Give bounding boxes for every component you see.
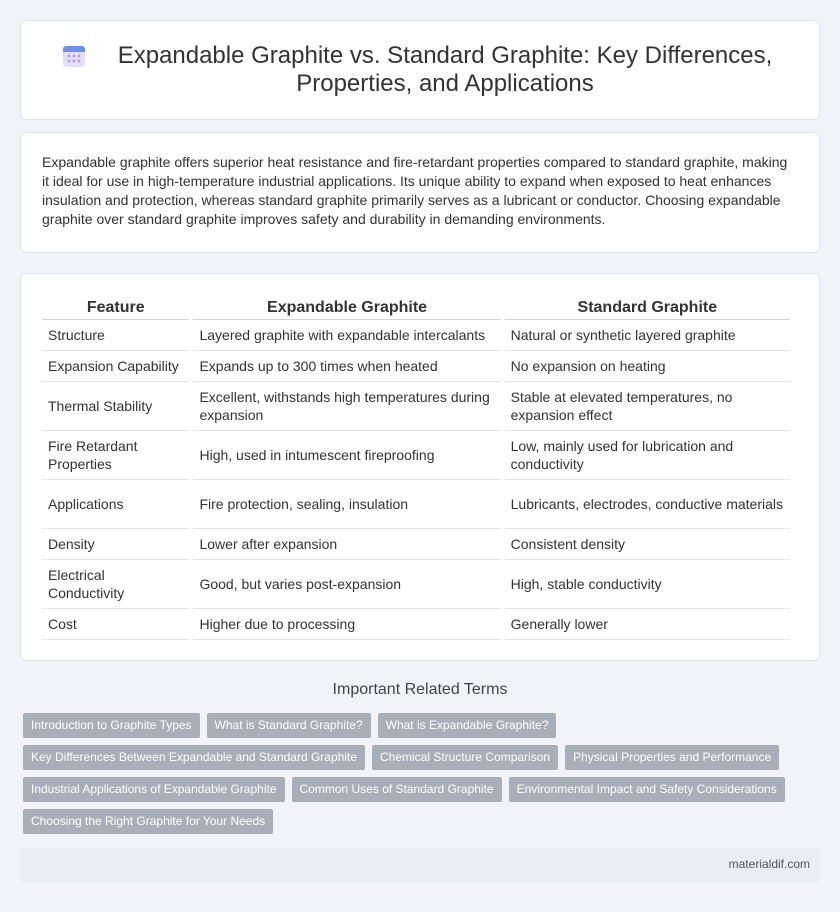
related-term-tag[interactable]: Introduction to Graphite Types (23, 713, 200, 738)
cell-feature: Electrical Conductivity (42, 560, 189, 609)
table-row (42, 431, 790, 480)
related-term-tag[interactable]: Industrial Applications of Expandable Graphite (23, 777, 285, 802)
cell-feature: Structure (42, 320, 189, 351)
related-term-tag[interactable]: Common Uses of Standard Graphite (292, 777, 502, 802)
related-term-tag[interactable]: Chemical Structure Comparison (372, 745, 558, 770)
related-term-tag[interactable]: Environmental Impact and Safety Considerations (509, 777, 785, 802)
cell-standard: High, stable conductivity (505, 560, 790, 609)
cell-feature: Cost (42, 609, 189, 640)
cell-expandable: Lower after expansion (193, 529, 500, 560)
intro-paragraph: Expandable graphite offers superior heat resistance and fire-retardant properties compared to standard graphite, making it ideal for use in high-temperature industrial applications. Its unique ability to expand when exposed to heat enhances insulation and protection, whereas standard graphite primarily serves as a lubricant or conductor. Choosing expandable graphite over standard graphite improves safety and durability in demanding environments. (42, 154, 788, 227)
calendar-icon (61, 43, 87, 69)
table-row (42, 351, 790, 382)
table-row (42, 320, 790, 351)
footer (20, 848, 820, 882)
cell-standard: Natural or synthetic layered graphite (505, 320, 790, 351)
related-term-tag[interactable]: What is Expandable Graphite? (378, 713, 557, 738)
cell-standard: Generally lower (505, 609, 790, 640)
comparison-table-card (20, 273, 820, 661)
cell-expandable: Layered graphite with expandable intercalants (193, 320, 500, 351)
cell-feature: Thermal Stability (42, 382, 189, 431)
cell-standard: Consistent density (505, 529, 790, 560)
cell-feature: Expansion Capability (42, 351, 189, 382)
intro-card (20, 132, 820, 253)
table-row (42, 382, 790, 431)
header-card (20, 20, 820, 120)
page-title: Expandable Graphite vs. Standard Graphite: Key Differences, Properties, and Applications (117, 42, 773, 97)
cell-feature: Applications (42, 480, 189, 529)
cell-feature: Fire Retardant Properties (42, 431, 189, 480)
related-term-tag[interactable]: Choosing the Right Graphite for Your Needs (23, 809, 273, 834)
cell-expandable: High, used in intumescent fireproofing (193, 431, 500, 480)
related-terms-title: Important Related Terms (332, 681, 508, 698)
comparison-table (38, 295, 794, 640)
table-row (42, 529, 790, 560)
cell-standard: Lubricants, electrodes, conductive materials (505, 480, 790, 529)
cell-expandable: Good, but varies post-expansion (193, 560, 500, 609)
header-feature: Feature (42, 295, 189, 320)
cell-expandable: Excellent, withstands high temperatures during expansion (193, 382, 500, 431)
table-header-row (42, 295, 790, 320)
related-terms-tags (23, 713, 823, 841)
table-row (42, 480, 790, 529)
cell-expandable: Fire protection, sealing, insulation (193, 480, 500, 529)
table-row (42, 609, 790, 640)
footer-site-link[interactable]: materialdif.com (728, 857, 810, 871)
cell-standard: Low, mainly used for lubrication and conductivity (505, 431, 790, 480)
cell-feature: Density (42, 529, 189, 560)
related-term-tag[interactable]: Physical Properties and Performance (565, 745, 779, 770)
related-term-tag[interactable]: What is Standard Graphite? (207, 713, 371, 738)
cell-standard: No expansion on heating (505, 351, 790, 382)
related-term-tag[interactable]: Key Differences Between Expandable and Standard Graphite (23, 745, 365, 770)
header-standard: Standard Graphite (505, 295, 790, 320)
table-row (42, 560, 790, 609)
cell-expandable: Higher due to processing (193, 609, 500, 640)
header-expandable: Expandable Graphite (193, 295, 500, 320)
cell-standard: Stable at elevated temperatures, no expansion effect (505, 382, 790, 431)
cell-expandable: Expands up to 300 times when heated (193, 351, 500, 382)
